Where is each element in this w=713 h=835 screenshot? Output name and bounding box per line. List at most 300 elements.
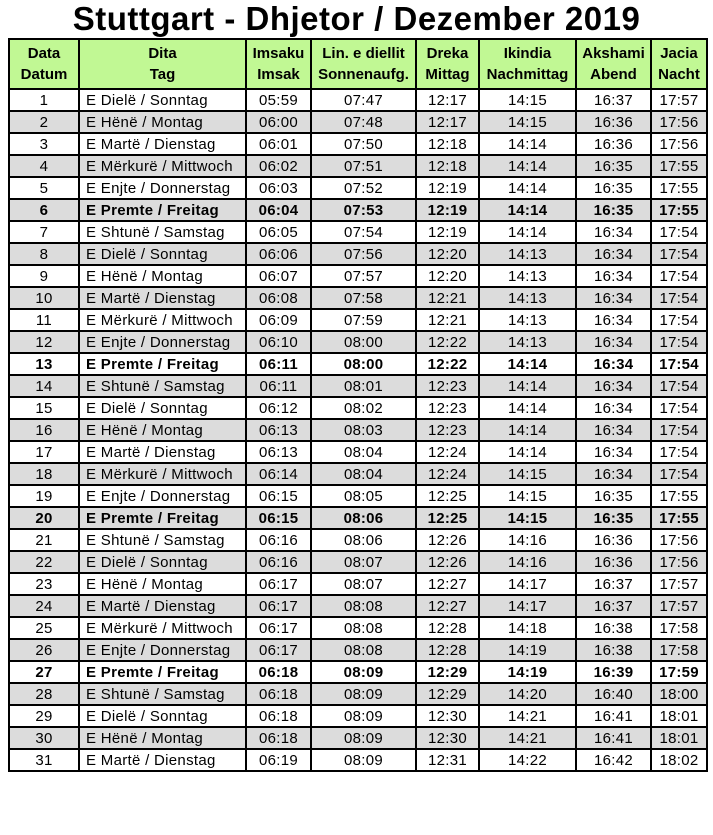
night-cell: 17:55	[651, 485, 707, 507]
evening-cell: 16:35	[576, 507, 651, 529]
day-cell: E Mërkurë / Mittwoch	[79, 309, 246, 331]
noon-cell: 12:26	[416, 529, 479, 551]
day-cell: E Dielë / Sonntag	[79, 397, 246, 419]
afternoon-cell: 14:20	[479, 683, 576, 705]
sunrise-cell: 08:09	[311, 661, 416, 683]
afternoon-cell: 14:13	[479, 265, 576, 287]
date-cell: 14	[9, 375, 79, 397]
day-cell: E Martë / Dienstag	[79, 287, 246, 309]
afternoon-cell: 14:19	[479, 661, 576, 683]
sunrise-cell: 08:01	[311, 375, 416, 397]
afternoon-cell: 14:14	[479, 397, 576, 419]
evening-cell: 16:38	[576, 639, 651, 661]
column-header-label: Lin. e diellit	[322, 45, 405, 62]
date-cell: 31	[9, 749, 79, 771]
noon-cell: 12:20	[416, 243, 479, 265]
night-cell: 17:54	[651, 441, 707, 463]
sunrise-cell: 07:59	[311, 309, 416, 331]
page-title: Stuttgart - Dhjetor / Dezember 2019	[72, 0, 641, 37]
table-row	[9, 683, 707, 705]
imsak-cell: 06:17	[246, 639, 311, 661]
evening-cell: 16:37	[576, 89, 651, 111]
day-cell: E Premte / Freitag	[79, 661, 246, 683]
night-cell: 17:55	[651, 177, 707, 199]
afternoon-cell: 14:18	[479, 617, 576, 639]
night-cell: 17:54	[651, 265, 707, 287]
sunrise-cell: 08:09	[311, 705, 416, 727]
night-cell: 17:54	[651, 221, 707, 243]
column-header-label: Imsaku	[252, 45, 305, 62]
day-cell: E Hënë / Montag	[79, 573, 246, 595]
sunrise-cell: 07:54	[311, 221, 416, 243]
night-cell: 17:54	[651, 463, 707, 485]
table-row	[9, 177, 707, 199]
afternoon-cell: 14:13	[479, 243, 576, 265]
day-cell: E Premte / Freitag	[79, 353, 246, 375]
date-cell: 26	[9, 639, 79, 661]
noon-cell: 12:28	[416, 639, 479, 661]
date-cell: 5	[9, 177, 79, 199]
noon-cell: 12:23	[416, 419, 479, 441]
noon-cell: 12:24	[416, 441, 479, 463]
column-header-label: Imsak	[257, 66, 300, 83]
imsak-cell: 06:14	[246, 463, 311, 485]
afternoon-cell: 14:15	[479, 111, 576, 133]
sunrise-cell: 08:06	[311, 507, 416, 529]
day-cell: E Shtunë / Samstag	[79, 221, 246, 243]
noon-cell: 12:23	[416, 397, 479, 419]
night-cell: 17:54	[651, 287, 707, 309]
imsak-cell: 06:10	[246, 331, 311, 353]
noon-cell: 12:31	[416, 749, 479, 771]
table-row	[9, 309, 707, 331]
date-cell: 21	[9, 529, 79, 551]
table-row	[9, 595, 707, 617]
night-cell: 17:56	[651, 551, 707, 573]
imsak-cell: 06:01	[246, 133, 311, 155]
evening-cell: 16:34	[576, 309, 651, 331]
night-cell: 17:59	[651, 661, 707, 683]
noon-cell: 12:20	[416, 265, 479, 287]
table-row	[9, 529, 707, 551]
date-cell: 12	[9, 331, 79, 353]
afternoon-cell: 14:21	[479, 705, 576, 727]
column-header-label: Mittag	[425, 66, 470, 83]
day-cell: E Shtunë / Samstag	[79, 375, 246, 397]
date-cell: 27	[9, 661, 79, 683]
day-cell: E Shtunë / Samstag	[79, 683, 246, 705]
table-row	[9, 661, 707, 683]
day-cell: E Martë / Dienstag	[79, 133, 246, 155]
noon-cell: 12:19	[416, 221, 479, 243]
imsak-cell: 06:08	[246, 287, 311, 309]
day-cell: E Hënë / Montag	[79, 419, 246, 441]
imsak-cell: 06:13	[246, 441, 311, 463]
imsak-cell: 06:17	[246, 595, 311, 617]
imsak-cell: 06:07	[246, 265, 311, 287]
noon-cell: 12:19	[416, 177, 479, 199]
sunrise-cell: 08:00	[311, 331, 416, 353]
night-cell: 17:54	[651, 243, 707, 265]
column-header-sunrise	[311, 39, 416, 89]
imsak-cell: 06:13	[246, 419, 311, 441]
noon-cell: 12:30	[416, 727, 479, 749]
sunrise-cell: 08:08	[311, 595, 416, 617]
date-cell: 30	[9, 727, 79, 749]
table-row	[9, 419, 707, 441]
date-cell: 17	[9, 441, 79, 463]
column-header-noon	[416, 39, 479, 89]
date-cell: 29	[9, 705, 79, 727]
afternoon-cell: 14:16	[479, 529, 576, 551]
table-row	[9, 705, 707, 727]
afternoon-cell: 14:17	[479, 573, 576, 595]
table-row	[9, 111, 707, 133]
table-row	[9, 221, 707, 243]
afternoon-cell: 14:21	[479, 727, 576, 749]
table-row	[9, 727, 707, 749]
afternoon-cell: 14:16	[479, 551, 576, 573]
date-cell: 18	[9, 463, 79, 485]
sunrise-cell: 08:08	[311, 639, 416, 661]
date-cell: 7	[9, 221, 79, 243]
afternoon-cell: 14:13	[479, 309, 576, 331]
afternoon-cell: 14:13	[479, 287, 576, 309]
column-header-label: Tag	[149, 66, 176, 83]
evening-cell: 16:35	[576, 155, 651, 177]
evening-cell: 16:39	[576, 661, 651, 683]
table-row	[9, 133, 707, 155]
sunrise-cell: 07:50	[311, 133, 416, 155]
table-row	[9, 155, 707, 177]
table-row	[9, 441, 707, 463]
day-cell: E Mërkurë / Mittwoch	[79, 155, 246, 177]
evening-cell: 16:34	[576, 375, 651, 397]
sunrise-cell: 08:09	[311, 683, 416, 705]
afternoon-cell: 14:14	[479, 221, 576, 243]
day-cell: E Hënë / Montag	[79, 727, 246, 749]
evening-cell: 16:35	[576, 177, 651, 199]
evening-cell: 16:34	[576, 463, 651, 485]
night-cell: 17:54	[651, 331, 707, 353]
sunrise-cell: 07:53	[311, 199, 416, 221]
day-cell: E Premte / Freitag	[79, 199, 246, 221]
table-row	[9, 265, 707, 287]
sunrise-cell: 08:04	[311, 441, 416, 463]
sunrise-cell: 07:57	[311, 265, 416, 287]
date-cell: 6	[9, 199, 79, 221]
noon-cell: 12:25	[416, 485, 479, 507]
sunrise-cell: 08:09	[311, 727, 416, 749]
date-cell: 9	[9, 265, 79, 287]
date-cell: 20	[9, 507, 79, 529]
day-cell: E Shtunë / Samstag	[79, 529, 246, 551]
day-cell: E Martë / Dienstag	[79, 595, 246, 617]
table-row	[9, 507, 707, 529]
imsak-cell: 06:17	[246, 617, 311, 639]
night-cell: 17:55	[651, 155, 707, 177]
noon-cell: 12:22	[416, 353, 479, 375]
afternoon-cell: 14:13	[479, 331, 576, 353]
table-header	[9, 39, 707, 89]
imsak-cell: 06:18	[246, 727, 311, 749]
date-cell: 25	[9, 617, 79, 639]
day-cell: E Enjte / Donnerstag	[79, 639, 246, 661]
table-row	[9, 617, 707, 639]
day-cell: E Mërkurë / Mittwoch	[79, 463, 246, 485]
sunrise-cell: 08:09	[311, 749, 416, 771]
column-header-label: Datum	[20, 66, 68, 83]
night-cell: 18:01	[651, 727, 707, 749]
night-cell: 17:56	[651, 529, 707, 551]
noon-cell: 12:30	[416, 705, 479, 727]
evening-cell: 16:36	[576, 551, 651, 573]
date-cell: 8	[9, 243, 79, 265]
evening-cell: 16:36	[576, 111, 651, 133]
day-cell: E Dielë / Sonntag	[79, 551, 246, 573]
evening-cell: 16:34	[576, 397, 651, 419]
imsak-cell: 06:16	[246, 551, 311, 573]
column-header-label: Nacht	[658, 66, 700, 83]
column-header-label: Abend	[590, 66, 637, 83]
evening-cell: 16:42	[576, 749, 651, 771]
imsak-cell: 06:05	[246, 221, 311, 243]
night-cell: 17:55	[651, 199, 707, 221]
day-cell: E Martë / Dienstag	[79, 441, 246, 463]
imsak-cell: 06:18	[246, 705, 311, 727]
evening-cell: 16:35	[576, 199, 651, 221]
date-cell: 19	[9, 485, 79, 507]
imsak-cell: 06:11	[246, 375, 311, 397]
sunrise-cell: 08:04	[311, 463, 416, 485]
afternoon-cell: 14:22	[479, 749, 576, 771]
sunrise-cell: 08:03	[311, 419, 416, 441]
afternoon-cell: 14:15	[479, 485, 576, 507]
evening-cell: 16:34	[576, 243, 651, 265]
table-row	[9, 199, 707, 221]
column-header-label: Data	[27, 45, 61, 62]
date-cell: 13	[9, 353, 79, 375]
night-cell: 17:57	[651, 573, 707, 595]
night-cell: 17:54	[651, 419, 707, 441]
evening-cell: 16:34	[576, 265, 651, 287]
night-cell: 17:54	[651, 397, 707, 419]
sunrise-cell: 07:51	[311, 155, 416, 177]
night-cell: 17:54	[651, 309, 707, 331]
afternoon-cell: 14:15	[479, 89, 576, 111]
noon-cell: 12:25	[416, 507, 479, 529]
sunrise-cell: 07:52	[311, 177, 416, 199]
prayer-times-table	[8, 38, 708, 772]
table-row	[9, 375, 707, 397]
evening-cell: 16:38	[576, 617, 651, 639]
day-cell: E Hënë / Montag	[79, 265, 246, 287]
day-cell: E Mërkurë / Mittwoch	[79, 617, 246, 639]
column-header-evening	[576, 39, 651, 89]
day-cell: E Dielë / Sonntag	[79, 243, 246, 265]
noon-cell: 12:21	[416, 287, 479, 309]
sunrise-cell: 08:00	[311, 353, 416, 375]
imsak-cell: 06:12	[246, 397, 311, 419]
evening-cell: 16:34	[576, 441, 651, 463]
column-header-label: Dita	[148, 45, 177, 62]
evening-cell: 16:36	[576, 529, 651, 551]
date-cell: 28	[9, 683, 79, 705]
table-row	[9, 639, 707, 661]
noon-cell: 12:18	[416, 133, 479, 155]
imsak-cell: 06:18	[246, 661, 311, 683]
imsak-cell: 06:04	[246, 199, 311, 221]
noon-cell: 12:28	[416, 617, 479, 639]
evening-cell: 16:41	[576, 727, 651, 749]
afternoon-cell: 14:14	[479, 375, 576, 397]
sunrise-cell: 08:06	[311, 529, 416, 551]
noon-cell: 12:19	[416, 199, 479, 221]
sunrise-cell: 08:02	[311, 397, 416, 419]
column-header-label: Sonnenaufg.	[318, 66, 409, 83]
noon-cell: 12:21	[416, 309, 479, 331]
imsak-cell: 06:06	[246, 243, 311, 265]
table-row	[9, 463, 707, 485]
table-row	[9, 287, 707, 309]
sunrise-cell: 08:05	[311, 485, 416, 507]
afternoon-cell: 14:19	[479, 639, 576, 661]
imsak-cell: 06:15	[246, 485, 311, 507]
afternoon-cell: 14:14	[479, 177, 576, 199]
column-header-day	[79, 39, 246, 89]
date-cell: 23	[9, 573, 79, 595]
column-header-imsak	[246, 39, 311, 89]
table-row	[9, 243, 707, 265]
afternoon-cell: 14:14	[479, 199, 576, 221]
noon-cell: 12:26	[416, 551, 479, 573]
noon-cell: 12:22	[416, 331, 479, 353]
afternoon-cell: 14:14	[479, 133, 576, 155]
noon-cell: 12:29	[416, 661, 479, 683]
evening-cell: 16:34	[576, 331, 651, 353]
date-cell: 4	[9, 155, 79, 177]
date-cell: 15	[9, 397, 79, 419]
table-row	[9, 573, 707, 595]
times-table-body	[9, 89, 707, 771]
table-row	[9, 485, 707, 507]
sunrise-cell: 07:56	[311, 243, 416, 265]
table-row	[9, 551, 707, 573]
column-header-label: Akshami	[582, 45, 645, 62]
imsak-cell: 06:19	[246, 749, 311, 771]
day-cell: E Dielë / Sonntag	[79, 89, 246, 111]
imsak-cell: 06:00	[246, 111, 311, 133]
column-header-label: Dreka	[426, 45, 469, 62]
imsak-cell: 06:17	[246, 573, 311, 595]
column-header-night	[651, 39, 707, 89]
column-header-label: Nachmittag	[486, 66, 569, 83]
imsak-cell: 06:16	[246, 529, 311, 551]
afternoon-cell: 14:14	[479, 155, 576, 177]
noon-cell: 12:29	[416, 683, 479, 705]
night-cell: 18:01	[651, 705, 707, 727]
noon-cell: 12:17	[416, 89, 479, 111]
header-row	[9, 39, 707, 89]
date-cell: 11	[9, 309, 79, 331]
table-row	[9, 89, 707, 111]
afternoon-cell: 14:15	[479, 463, 576, 485]
noon-cell: 12:27	[416, 595, 479, 617]
evening-cell: 16:41	[576, 705, 651, 727]
noon-cell: 12:27	[416, 573, 479, 595]
day-cell: E Martë / Dienstag	[79, 749, 246, 771]
imsak-cell: 06:02	[246, 155, 311, 177]
night-cell: 17:54	[651, 353, 707, 375]
day-cell: E Enjte / Donnerstag	[79, 177, 246, 199]
sunrise-cell: 08:07	[311, 551, 416, 573]
date-cell: 2	[9, 111, 79, 133]
sunrise-cell: 07:47	[311, 89, 416, 111]
imsak-cell: 06:09	[246, 309, 311, 331]
noon-cell: 12:18	[416, 155, 479, 177]
night-cell: 17:58	[651, 639, 707, 661]
day-cell: E Enjte / Donnerstag	[79, 331, 246, 353]
date-cell: 1	[9, 89, 79, 111]
sunrise-cell: 08:08	[311, 617, 416, 639]
table-row	[9, 749, 707, 771]
sunrise-cell: 07:48	[311, 111, 416, 133]
night-cell: 18:00	[651, 683, 707, 705]
afternoon-cell: 14:15	[479, 507, 576, 529]
night-cell: 17:56	[651, 111, 707, 133]
afternoon-cell: 14:17	[479, 595, 576, 617]
date-cell: 3	[9, 133, 79, 155]
day-cell: E Enjte / Donnerstag	[79, 485, 246, 507]
imsak-cell: 06:11	[246, 353, 311, 375]
night-cell: 17:57	[651, 595, 707, 617]
evening-cell: 16:34	[576, 221, 651, 243]
table-row	[9, 331, 707, 353]
sunrise-cell: 08:07	[311, 573, 416, 595]
column-header-afternoon	[479, 39, 576, 89]
afternoon-cell: 14:14	[479, 441, 576, 463]
evening-cell: 16:36	[576, 133, 651, 155]
sunrise-cell: 07:58	[311, 287, 416, 309]
day-cell: E Dielë / Sonntag	[79, 705, 246, 727]
night-cell: 17:55	[651, 507, 707, 529]
column-header-date	[9, 39, 79, 89]
day-cell: E Premte / Freitag	[79, 507, 246, 529]
column-header-label: Ikindia	[503, 45, 552, 62]
imsak-cell: 06:15	[246, 507, 311, 529]
imsak-cell: 06:03	[246, 177, 311, 199]
imsak-cell: 06:18	[246, 683, 311, 705]
column-header-label: Jacia	[660, 45, 698, 62]
night-cell: 18:02	[651, 749, 707, 771]
evening-cell: 16:37	[576, 595, 651, 617]
imsak-cell: 05:59	[246, 89, 311, 111]
afternoon-cell: 14:14	[479, 419, 576, 441]
night-cell: 17:58	[651, 617, 707, 639]
date-cell: 24	[9, 595, 79, 617]
table-row	[9, 397, 707, 419]
evening-cell: 16:37	[576, 573, 651, 595]
noon-cell: 12:24	[416, 463, 479, 485]
noon-cell: 12:17	[416, 111, 479, 133]
date-cell: 16	[9, 419, 79, 441]
evening-cell: 16:34	[576, 353, 651, 375]
date-cell: 22	[9, 551, 79, 573]
evening-cell: 16:35	[576, 485, 651, 507]
night-cell: 17:54	[651, 375, 707, 397]
day-cell: E Hënë / Montag	[79, 111, 246, 133]
afternoon-cell: 14:14	[479, 353, 576, 375]
